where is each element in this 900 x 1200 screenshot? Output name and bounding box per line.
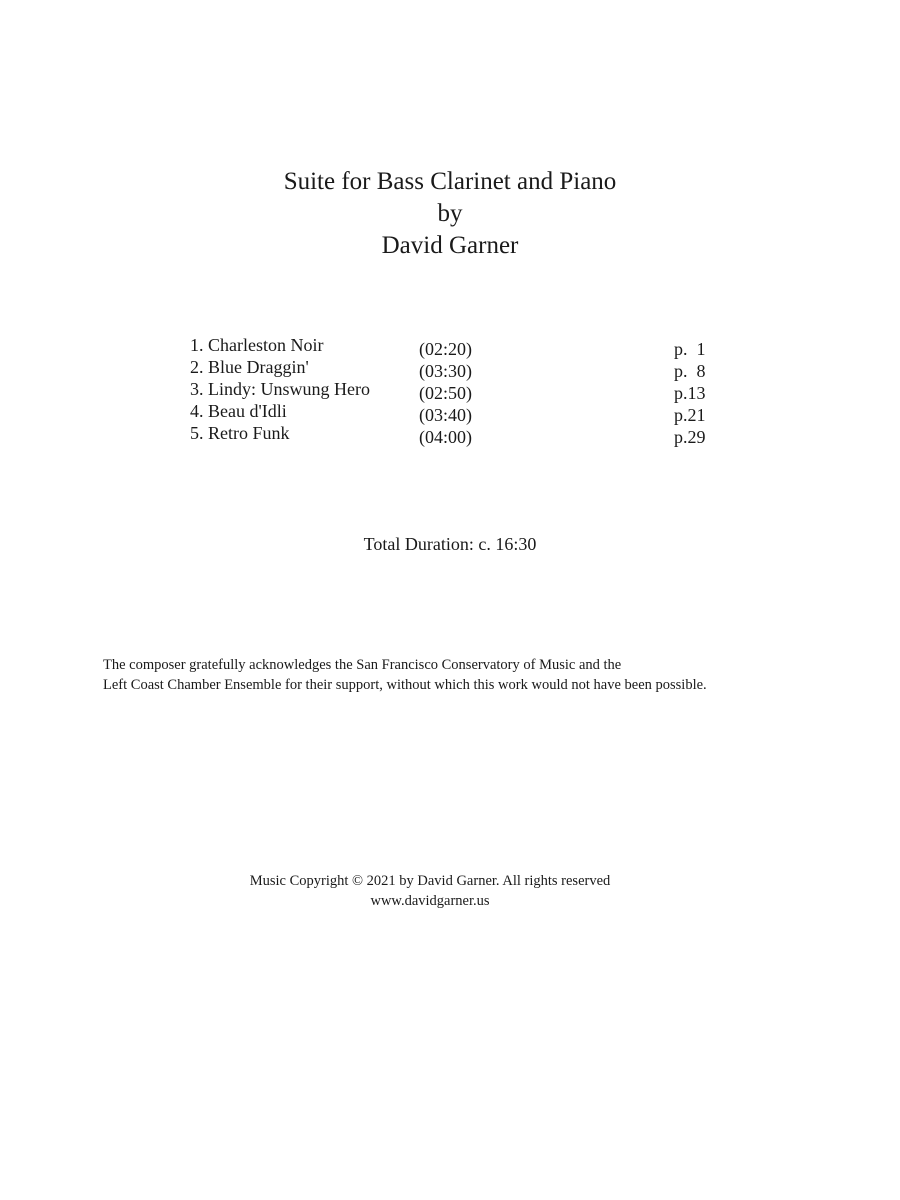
movement-page: p.21 — [674, 405, 706, 425]
title-block — [0, 166, 900, 262]
website-url: www.davidgarner.us — [370, 893, 490, 909]
movement-duration: (03:40) — [419, 405, 472, 425]
acknowledgement-line: The composer gratefully acknowledges the San Francisco Conservatory of Music and the — [103, 657, 622, 673]
movement-page: p. 8 — [674, 361, 706, 381]
movement-title: 2. Blue Draggin' — [190, 357, 309, 377]
total-duration: Total Duration: c. 16:30 — [363, 534, 537, 554]
movement-duration: (04:00) — [419, 427, 472, 447]
toc-row — [190, 334, 720, 359]
movement-page: p. 1 — [674, 339, 706, 359]
movement-title: 4. Beau d'Idli — [190, 401, 287, 421]
by-line: by — [437, 200, 463, 227]
movement-duration: (03:30) — [419, 361, 472, 381]
movement-duration: (02:20) — [419, 339, 472, 359]
acknowledgement — [103, 655, 863, 695]
copyright-notice: Music Copyright © 2021 by David Garner. All rights reserved — [249, 873, 611, 889]
acknowledgement-line: Left Coast Chamber Ensemble for their support, without which this work would not have been possible. — [103, 677, 707, 693]
movement-title: 5. Retro Funk — [190, 423, 290, 443]
composer-name: David Garner — [381, 232, 519, 259]
copyright-block — [0, 871, 860, 911]
toc-row — [190, 422, 720, 447]
work-title: Suite for Bass Clarinet and Piano — [283, 168, 617, 195]
movement-duration: (02:50) — [419, 383, 472, 403]
toc-row — [190, 400, 720, 425]
movement-page: p.29 — [674, 427, 706, 447]
table-of-contents — [190, 334, 720, 447]
movement-title: 1. Charleston Noir — [190, 335, 324, 355]
movement-page: p.13 — [674, 383, 706, 403]
toc-row — [190, 356, 720, 381]
toc-row — [190, 378, 720, 403]
movement-title: 3. Lindy: Unswung Hero — [190, 379, 370, 399]
